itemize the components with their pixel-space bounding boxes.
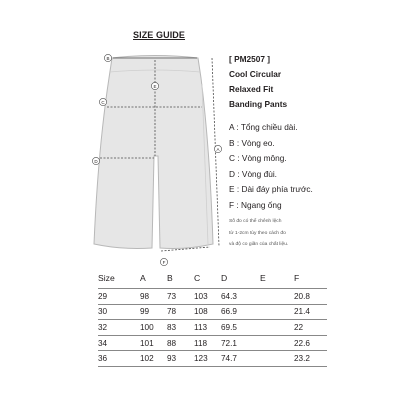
cell-f: 20.8 [294,289,327,305]
cell-d: 66.9 [221,304,260,320]
cell-f: 22 [294,320,327,336]
cell-a: 101 [140,335,167,351]
table-row [98,335,327,351]
header-e: E [260,272,266,283]
product-code: [ PM2507 ] [229,54,271,64]
label-d: D [94,159,98,164]
cell-b: 78 [167,304,194,320]
legend-item-b: B : Vòng eo. [229,137,275,148]
header-a: A [140,272,146,283]
label-c: C [101,100,105,105]
cell-e [260,289,294,305]
note-line-1: Số đo có thể chênh lệch [229,219,282,224]
cell-f: 23.2 [294,351,327,367]
cell-c: 103 [194,289,221,305]
cell-f: 22.6 [294,335,327,351]
header-size: Size [98,272,115,283]
cell-d: 72.1 [221,335,260,351]
product-info [229,52,369,112]
note-line-2: từ 1-2cm tùy theo cách đo [229,230,286,236]
cell-size: 34 [98,335,140,351]
measurement-legend [229,120,389,213]
cell-size: 29 [98,289,140,305]
cell-a: 102 [140,351,167,367]
cell-b: 73 [167,289,194,305]
note-line-3: và độ co giãn của chất liệu. [229,242,289,247]
cell-d: 69.5 [221,320,260,336]
legend-item-e: E : Dài đáy phía trước. [229,184,313,194]
legend-item-f: F : Ngang ống [229,199,282,210]
cell-d: 64.3 [221,289,260,305]
cell-d: 74.7 [221,351,260,367]
size-table [98,267,327,367]
cell-c: 108 [194,304,221,320]
cell-e [260,335,294,351]
cell-e [260,320,294,336]
product-name-line-3: Banding Pants [229,99,288,109]
legend-item-d: D : Vòng đùi. [229,168,277,179]
header-c: C [194,272,201,283]
cell-a: 99 [140,304,167,320]
product-name-line-1: Cool Circular [229,69,282,79]
cell-f: 21.4 [294,304,327,320]
cell-a: 100 [140,320,167,336]
table-row [98,289,327,305]
cell-e [260,304,294,320]
cell-e [260,351,294,367]
header-b: B [167,272,173,283]
cell-b: 88 [167,335,194,351]
header-f: F [294,272,300,283]
table-header-row [98,267,327,289]
cell-c: 113 [194,320,221,336]
legend-item-c: C : Vòng mông. [229,153,287,163]
cell-size: 30 [98,304,140,320]
cell-b: 83 [167,320,194,336]
cell-size: 36 [98,351,140,367]
label-e: E [153,84,157,89]
cell-a: 98 [140,289,167,305]
label-a: A [216,147,220,152]
label-b: B [106,56,110,61]
table-row [98,304,327,320]
table-row [98,320,327,336]
header-d: D [221,272,228,283]
legend-item-a: A : Tổng chiều dài. [229,122,298,132]
cell-c: 123 [194,351,221,367]
measurement-note [229,216,339,251]
cell-size: 32 [98,320,140,336]
cell-c: 118 [194,335,221,351]
table-row [98,351,327,367]
product-name-line-2: Relaxed Fit [229,84,274,94]
cell-b: 93 [167,351,194,367]
size-guide-title: SIZE GUIDE [133,30,186,40]
label-f: F [162,260,166,265]
